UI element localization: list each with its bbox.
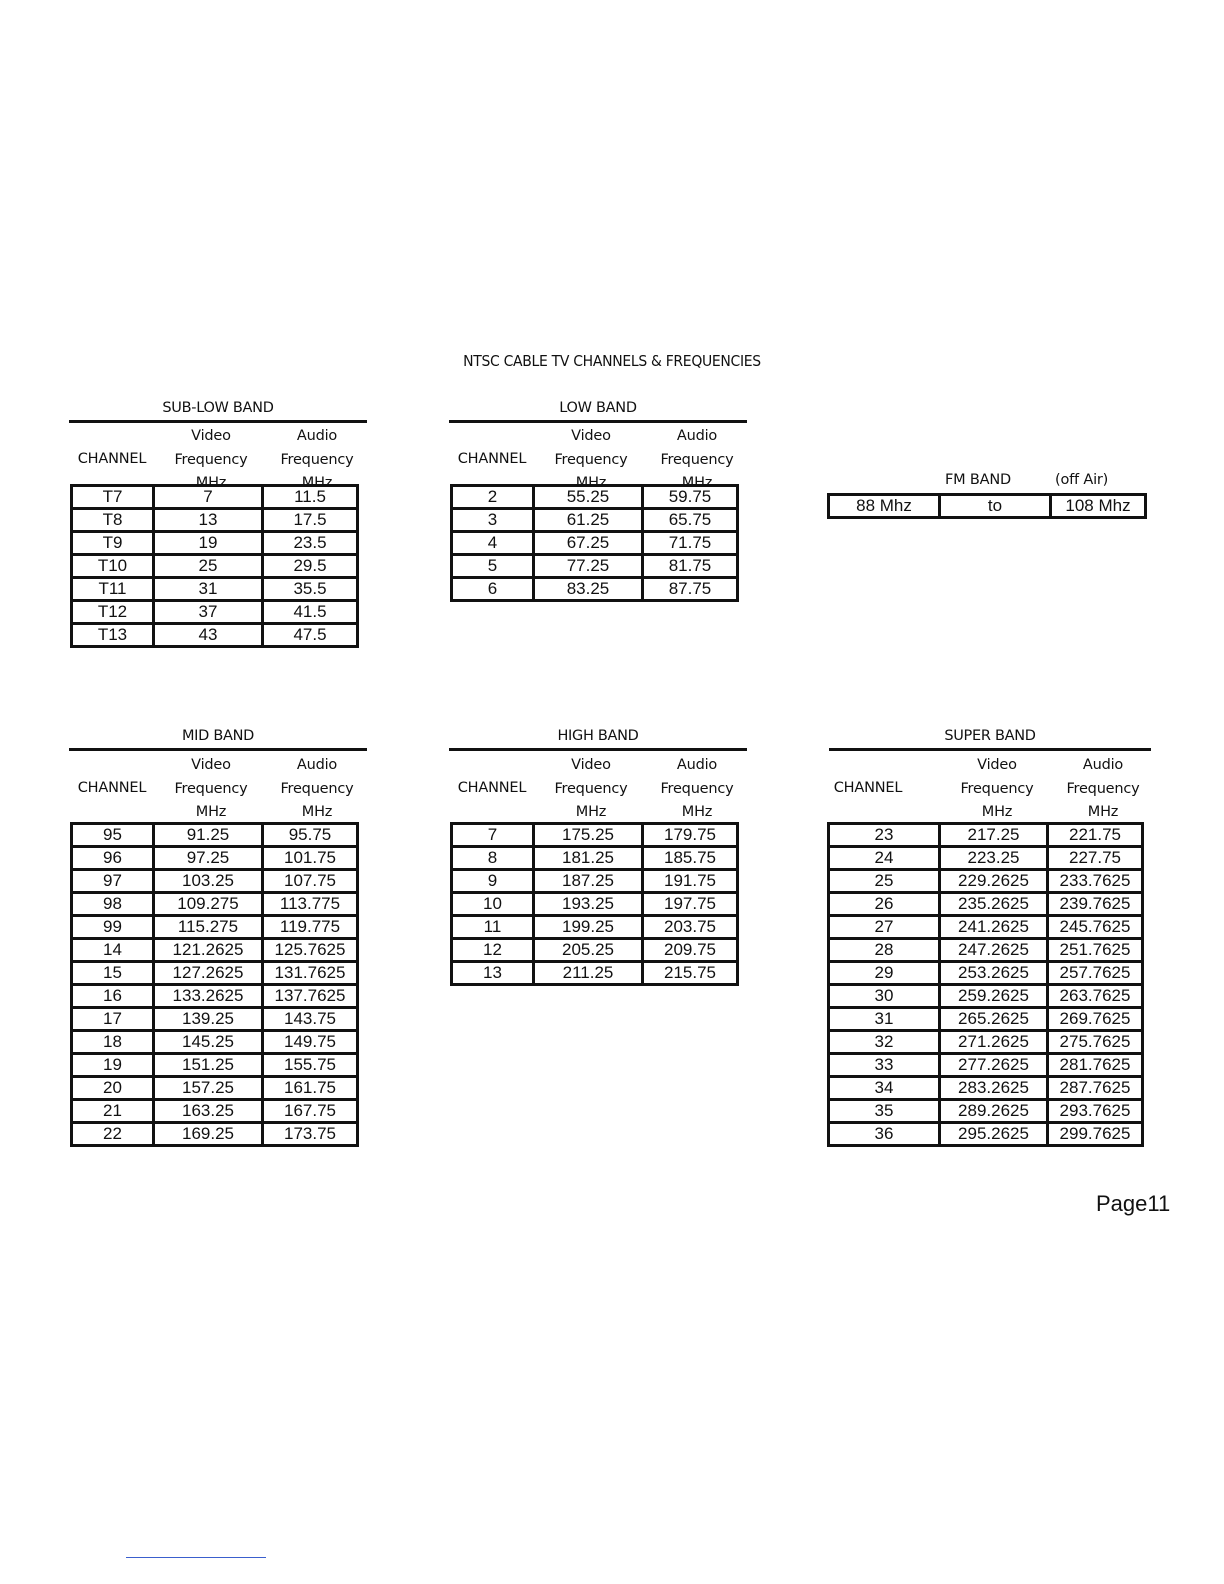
cell-audio-frequency: 257.7625 bbox=[1048, 962, 1143, 985]
cell-audio-frequency: 227.75 bbox=[1048, 847, 1143, 870]
cell-video-frequency: 199.25 bbox=[534, 916, 643, 939]
cell-channel: T7 bbox=[72, 486, 154, 509]
cell-audio-frequency: 155.75 bbox=[263, 1054, 358, 1077]
table-row bbox=[72, 939, 358, 962]
table-row bbox=[452, 870, 738, 893]
band-title: SUB-LOW BAND bbox=[162, 400, 274, 416]
cell-audio-frequency: 113.775 bbox=[263, 893, 358, 916]
table-row bbox=[72, 847, 358, 870]
cell-channel: T9 bbox=[72, 532, 154, 555]
cell-audio-frequency: 197.75 bbox=[643, 893, 738, 916]
cell-channel: 98 bbox=[72, 893, 154, 916]
cell-channel: 33 bbox=[829, 1054, 940, 1077]
cell-video-frequency: 295.2625 bbox=[940, 1123, 1048, 1146]
cell-audio-frequency: 299.7625 bbox=[1048, 1123, 1143, 1146]
band-rule bbox=[449, 748, 747, 751]
cell-channel: T13 bbox=[72, 624, 154, 647]
table-row bbox=[72, 962, 358, 985]
header-channel: CHANNEL bbox=[77, 451, 147, 467]
table-row bbox=[72, 1031, 358, 1054]
cell-audio-frequency: 251.7625 bbox=[1048, 939, 1143, 962]
cell-channel: 99 bbox=[72, 916, 154, 939]
cell-channel: 12 bbox=[452, 939, 534, 962]
table-row bbox=[452, 916, 738, 939]
cell-audio-frequency: 215.75 bbox=[643, 962, 738, 985]
cell-video-frequency: 205.25 bbox=[534, 939, 643, 962]
fm-band-table bbox=[827, 493, 1147, 519]
cell-channel: 20 bbox=[72, 1077, 154, 1100]
cell-audio-frequency: 281.7625 bbox=[1048, 1054, 1143, 1077]
cell-channel: 95 bbox=[72, 824, 154, 847]
band-rule bbox=[69, 748, 367, 751]
cell-video-frequency: 145.25 bbox=[154, 1031, 263, 1054]
cell-channel: 15 bbox=[72, 962, 154, 985]
table-row bbox=[829, 939, 1143, 962]
cell-audio-frequency: 119.775 bbox=[263, 916, 358, 939]
table-row bbox=[452, 555, 738, 578]
table-row bbox=[72, 916, 358, 939]
cell-video-frequency: 109.275 bbox=[154, 893, 263, 916]
cell-channel: 19 bbox=[72, 1054, 154, 1077]
cell-audio-frequency: 95.75 bbox=[263, 824, 358, 847]
cell-channel: 34 bbox=[829, 1077, 940, 1100]
table-row bbox=[72, 555, 358, 578]
cell-channel: 6 bbox=[452, 578, 534, 601]
cell-video-frequency: 217.25 bbox=[940, 824, 1048, 847]
header-video: Video Frequency MHz bbox=[174, 757, 248, 820]
header-channel: CHANNEL bbox=[457, 451, 527, 467]
cell-channel: 2 bbox=[452, 486, 534, 509]
table-row bbox=[829, 985, 1143, 1008]
fm-band-title: FM BAND bbox=[945, 472, 1011, 488]
cell-video-frequency: 289.2625 bbox=[940, 1100, 1048, 1123]
cell-channel: T10 bbox=[72, 555, 154, 578]
cell-video-frequency: 103.25 bbox=[154, 870, 263, 893]
table-row bbox=[72, 486, 358, 509]
cell-audio-frequency: 47.5 bbox=[263, 624, 358, 647]
cell-channel: 36 bbox=[829, 1123, 940, 1146]
cell-video-frequency: 83.25 bbox=[534, 578, 643, 601]
cell-audio-frequency: 221.75 bbox=[1048, 824, 1143, 847]
cell-audio-frequency: 143.75 bbox=[263, 1008, 358, 1031]
band-title: LOW BAND bbox=[559, 400, 637, 416]
fm-end: 108 Mhz bbox=[1051, 495, 1146, 518]
cell-channel: 21 bbox=[72, 1100, 154, 1123]
channel-table bbox=[450, 822, 739, 986]
cell-channel: 31 bbox=[829, 1008, 940, 1031]
cell-audio-frequency: 131.7625 bbox=[263, 962, 358, 985]
header-audio: Audio Frequency MHz bbox=[280, 428, 354, 491]
table-row bbox=[829, 1123, 1143, 1146]
cell-audio-frequency: 137.7625 bbox=[263, 985, 358, 1008]
table-row bbox=[72, 893, 358, 916]
cell-channel: T12 bbox=[72, 601, 154, 624]
cell-channel: 24 bbox=[829, 847, 940, 870]
channel-table bbox=[827, 822, 1144, 1147]
cell-audio-frequency: 185.75 bbox=[643, 847, 738, 870]
cell-audio-frequency: 275.7625 bbox=[1048, 1031, 1143, 1054]
table-row bbox=[829, 870, 1143, 893]
page-title: NTSC CABLE TV CHANNELS & FREQUENCIES bbox=[463, 352, 761, 370]
cell-channel: 96 bbox=[72, 847, 154, 870]
cell-audio-frequency: 233.7625 bbox=[1048, 870, 1143, 893]
cell-audio-frequency: 179.75 bbox=[643, 824, 738, 847]
cell-video-frequency: 175.25 bbox=[534, 824, 643, 847]
cell-audio-frequency: 239.7625 bbox=[1048, 893, 1143, 916]
cell-channel: 8 bbox=[452, 847, 534, 870]
cell-audio-frequency: 167.75 bbox=[263, 1100, 358, 1123]
fm-band-note: (off Air) bbox=[1055, 472, 1109, 488]
table-row bbox=[72, 509, 358, 532]
cell-channel: 26 bbox=[829, 893, 940, 916]
table-row bbox=[72, 870, 358, 893]
cell-video-frequency: 187.25 bbox=[534, 870, 643, 893]
cell-video-frequency: 97.25 bbox=[154, 847, 263, 870]
cell-audio-frequency: 149.75 bbox=[263, 1031, 358, 1054]
cell-video-frequency: 139.25 bbox=[154, 1008, 263, 1031]
cell-video-frequency: 163.25 bbox=[154, 1100, 263, 1123]
cell-video-frequency: 241.2625 bbox=[940, 916, 1048, 939]
header-audio: Audio Frequency MHz bbox=[280, 757, 354, 820]
cell-video-frequency: 61.25 bbox=[534, 509, 643, 532]
cell-audio-frequency: 35.5 bbox=[263, 578, 358, 601]
cell-channel: 9 bbox=[452, 870, 534, 893]
header-channel: CHANNEL bbox=[833, 780, 903, 796]
cell-video-frequency: 43 bbox=[154, 624, 263, 647]
cell-audio-frequency: 87.75 bbox=[643, 578, 738, 601]
cell-video-frequency: 169.25 bbox=[154, 1123, 263, 1146]
cell-video-frequency: 259.2625 bbox=[940, 985, 1048, 1008]
column-headers bbox=[829, 754, 1155, 824]
cell-video-frequency: 181.25 bbox=[534, 847, 643, 870]
cell-audio-frequency: 263.7625 bbox=[1048, 985, 1143, 1008]
channel-table bbox=[450, 484, 739, 602]
footer-line bbox=[126, 1557, 266, 1558]
cell-video-frequency: 211.25 bbox=[534, 962, 643, 985]
cell-channel: 28 bbox=[829, 939, 940, 962]
cell-audio-frequency: 209.75 bbox=[643, 939, 738, 962]
header-video: Video Frequency MHz bbox=[960, 757, 1034, 820]
table-row bbox=[829, 1077, 1143, 1100]
cell-audio-frequency: 203.75 bbox=[643, 916, 738, 939]
cell-audio-frequency: 65.75 bbox=[643, 509, 738, 532]
cell-audio-frequency: 11.5 bbox=[263, 486, 358, 509]
table-row bbox=[829, 1031, 1143, 1054]
cell-video-frequency: 253.2625 bbox=[940, 962, 1048, 985]
cell-audio-frequency: 191.75 bbox=[643, 870, 738, 893]
table-row bbox=[72, 1123, 358, 1146]
header-audio: Audio Frequency MHz bbox=[660, 428, 734, 491]
cell-video-frequency: 31 bbox=[154, 578, 263, 601]
cell-video-frequency: 151.25 bbox=[154, 1054, 263, 1077]
column-headers bbox=[69, 754, 369, 824]
table-row bbox=[829, 495, 1146, 518]
cell-video-frequency: 19 bbox=[154, 532, 263, 555]
table-row bbox=[452, 509, 738, 532]
cell-video-frequency: 223.25 bbox=[940, 847, 1048, 870]
cell-video-frequency: 115.275 bbox=[154, 916, 263, 939]
cell-video-frequency: 7 bbox=[154, 486, 263, 509]
cell-channel: 5 bbox=[452, 555, 534, 578]
fm-start: 88 Mhz bbox=[829, 495, 940, 518]
cell-channel: 27 bbox=[829, 916, 940, 939]
cell-channel: 17 bbox=[72, 1008, 154, 1031]
table-row bbox=[829, 847, 1143, 870]
table-row bbox=[829, 1054, 1143, 1077]
cell-channel: 97 bbox=[72, 870, 154, 893]
cell-channel: 13 bbox=[452, 962, 534, 985]
cell-video-frequency: 277.2625 bbox=[940, 1054, 1048, 1077]
table-row bbox=[72, 624, 358, 647]
cell-channel: 22 bbox=[72, 1123, 154, 1146]
table-row bbox=[829, 1100, 1143, 1123]
table-row bbox=[829, 962, 1143, 985]
cell-audio-frequency: 107.75 bbox=[263, 870, 358, 893]
cell-audio-frequency: 125.7625 bbox=[263, 939, 358, 962]
table-row bbox=[829, 824, 1143, 847]
cell-audio-frequency: 81.75 bbox=[643, 555, 738, 578]
cell-video-frequency: 265.2625 bbox=[940, 1008, 1048, 1031]
band-title: HIGH BAND bbox=[557, 728, 639, 744]
band-rule bbox=[449, 420, 747, 423]
cell-video-frequency: 121.2625 bbox=[154, 939, 263, 962]
table-row bbox=[72, 824, 358, 847]
cell-channel: 25 bbox=[829, 870, 940, 893]
table-row bbox=[452, 532, 738, 555]
table-row bbox=[452, 847, 738, 870]
cell-channel: 35 bbox=[829, 1100, 940, 1123]
cell-video-frequency: 127.2625 bbox=[154, 962, 263, 985]
table-row bbox=[452, 939, 738, 962]
table-row bbox=[72, 1008, 358, 1031]
cell-audio-frequency: 293.7625 bbox=[1048, 1100, 1143, 1123]
cell-video-frequency: 77.25 bbox=[534, 555, 643, 578]
cell-video-frequency: 55.25 bbox=[534, 486, 643, 509]
cell-channel: 10 bbox=[452, 893, 534, 916]
cell-channel: 30 bbox=[829, 985, 940, 1008]
cell-video-frequency: 235.2625 bbox=[940, 893, 1048, 916]
band-title: MID BAND bbox=[181, 728, 255, 744]
cell-channel: 23 bbox=[829, 824, 940, 847]
table-row bbox=[72, 1100, 358, 1123]
table-row bbox=[72, 532, 358, 555]
cell-channel: 7 bbox=[452, 824, 534, 847]
channel-table bbox=[70, 484, 359, 648]
band-rule bbox=[69, 420, 367, 423]
cell-audio-frequency: 71.75 bbox=[643, 532, 738, 555]
cell-channel: 3 bbox=[452, 509, 534, 532]
table-row bbox=[72, 985, 358, 1008]
cell-channel: T8 bbox=[72, 509, 154, 532]
cell-audio-frequency: 101.75 bbox=[263, 847, 358, 870]
cell-audio-frequency: 173.75 bbox=[263, 1123, 358, 1146]
table-row bbox=[829, 916, 1143, 939]
cell-audio-frequency: 41.5 bbox=[263, 601, 358, 624]
table-row bbox=[452, 962, 738, 985]
cell-channel: 14 bbox=[72, 939, 154, 962]
table-row bbox=[452, 486, 738, 509]
cell-audio-frequency: 29.5 bbox=[263, 555, 358, 578]
table-row bbox=[829, 893, 1143, 916]
cell-video-frequency: 271.2625 bbox=[940, 1031, 1048, 1054]
cell-channel: 32 bbox=[829, 1031, 940, 1054]
table-row bbox=[829, 1008, 1143, 1031]
cell-video-frequency: 133.2625 bbox=[154, 985, 263, 1008]
header-audio: Audio Frequency MHz bbox=[1066, 757, 1140, 820]
cell-audio-frequency: 287.7625 bbox=[1048, 1077, 1143, 1100]
cell-channel: 29 bbox=[829, 962, 940, 985]
cell-audio-frequency: 245.7625 bbox=[1048, 916, 1143, 939]
cell-channel: 11 bbox=[452, 916, 534, 939]
header-video: Video Frequency MHz bbox=[554, 428, 628, 491]
cell-video-frequency: 157.25 bbox=[154, 1077, 263, 1100]
page-number: Page11 bbox=[1096, 1191, 1171, 1216]
cell-audio-frequency: 23.5 bbox=[263, 532, 358, 555]
table-row bbox=[72, 601, 358, 624]
header-channel: CHANNEL bbox=[77, 780, 147, 796]
cell-audio-frequency: 269.7625 bbox=[1048, 1008, 1143, 1031]
cell-audio-frequency: 59.75 bbox=[643, 486, 738, 509]
cell-video-frequency: 229.2625 bbox=[940, 870, 1048, 893]
column-headers bbox=[449, 754, 749, 824]
cell-channel: 16 bbox=[72, 985, 154, 1008]
band-title: SUPER BAND bbox=[944, 728, 1036, 744]
cell-video-frequency: 37 bbox=[154, 601, 263, 624]
table-row bbox=[452, 893, 738, 916]
cell-audio-frequency: 161.75 bbox=[263, 1077, 358, 1100]
header-video: Video Frequency MHz bbox=[554, 757, 628, 820]
cell-channel: 18 bbox=[72, 1031, 154, 1054]
cell-video-frequency: 91.25 bbox=[154, 824, 263, 847]
header-audio: Audio Frequency MHz bbox=[660, 757, 734, 820]
cell-channel: 4 bbox=[452, 532, 534, 555]
table-row bbox=[72, 1077, 358, 1100]
cell-video-frequency: 193.25 bbox=[534, 893, 643, 916]
cell-audio-frequency: 17.5 bbox=[263, 509, 358, 532]
table-row bbox=[72, 1054, 358, 1077]
cell-video-frequency: 67.25 bbox=[534, 532, 643, 555]
cell-video-frequency: 25 bbox=[154, 555, 263, 578]
table-row bbox=[72, 578, 358, 601]
fm-to: to bbox=[940, 495, 1051, 518]
table-row bbox=[452, 824, 738, 847]
cell-video-frequency: 247.2625 bbox=[940, 939, 1048, 962]
cell-channel: T11 bbox=[72, 578, 154, 601]
channel-table bbox=[70, 822, 359, 1147]
header-video: Video Frequency MHz bbox=[174, 428, 248, 491]
header-channel: CHANNEL bbox=[457, 780, 527, 796]
cell-video-frequency: 283.2625 bbox=[940, 1077, 1048, 1100]
cell-video-frequency: 13 bbox=[154, 509, 263, 532]
table-row bbox=[452, 578, 738, 601]
band-rule bbox=[829, 748, 1151, 751]
